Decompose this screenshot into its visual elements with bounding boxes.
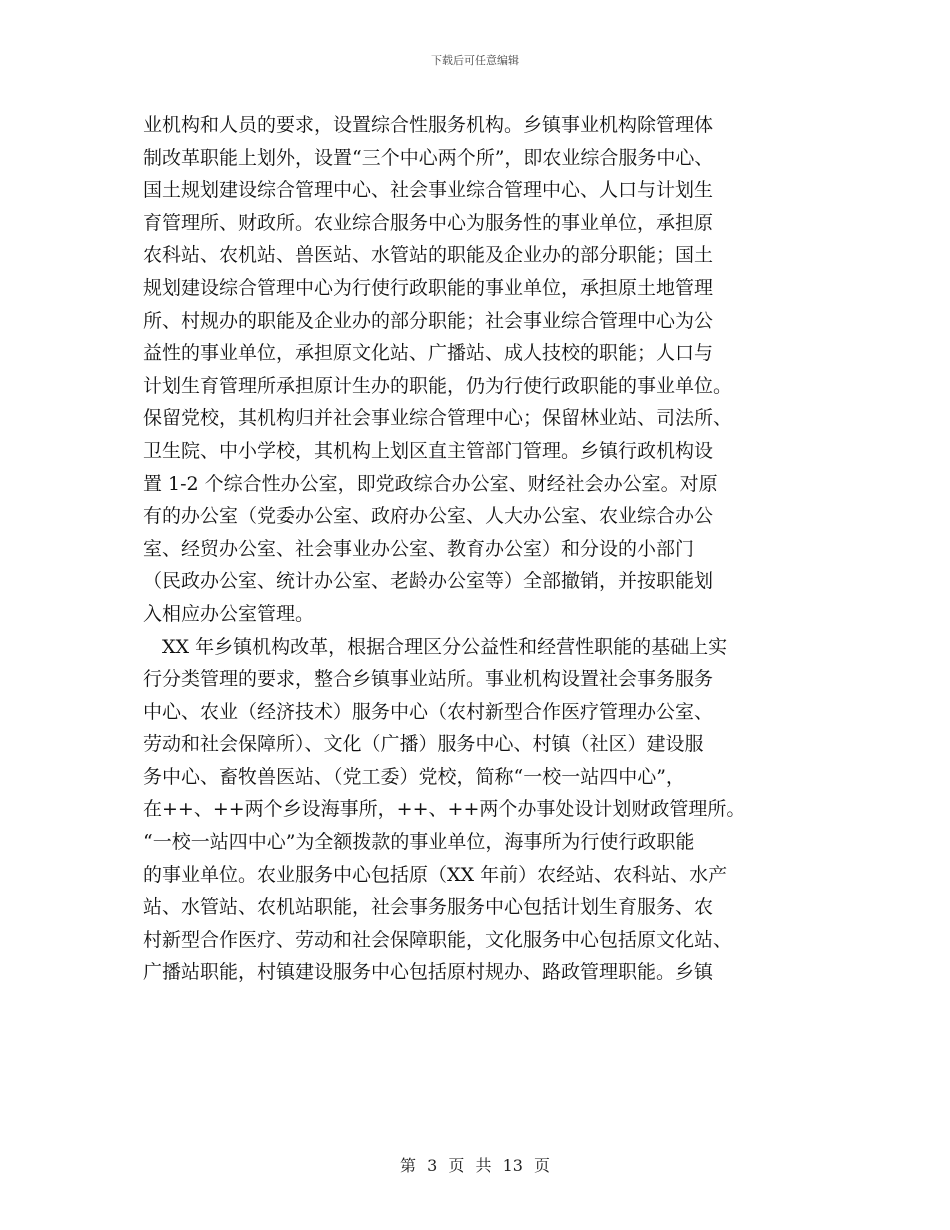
text-line: “一校一站四中心”为全额拨款的事业单位，海事所为行使行政职能 — [143, 831, 695, 854]
text-line: 置 1-2 个综合性办公室，即党政综合办公室、财经社会办公室。对原 — [143, 472, 718, 495]
text-line: 广播站职能，村镇建设服务中心包括原村规办、路政管理职能。乡镇 — [143, 961, 714, 984]
page-middle-2: 共 — [475, 1156, 492, 1175]
text-line: 的事业单位。农业服务中心包括原（XX 年前）农经站、农科站、水产 — [143, 863, 728, 886]
text-line: XX 年乡镇机构改革，根据合理区分公益性和经营性职能的基础上实 — [143, 635, 728, 658]
page-current: 3 — [427, 1156, 438, 1175]
text-line: 有的办公室（党委办公室、政府办公室、人大办公室、农业综合办公 — [143, 505, 714, 528]
text-line: 所、村规办的职能及企业办的部分职能；社会事业综合管理中心为公 — [143, 309, 714, 332]
text-line: 国土规划建设综合管理中心、社会事业综合管理中心、人口与计划生 — [143, 179, 714, 202]
paragraph-1 — [143, 109, 823, 631]
text-line: 制改革职能上划外，设置“三个中心两个所”，即农业综合服务中心、 — [143, 146, 714, 169]
text-line: 务中心、畜牧兽医站、（党工委）党校，简称“一校一站四中心”， — [143, 765, 685, 788]
text-line: 卫生院、中小学校，其机构上划区直主管部门管理。乡镇行政机构设 — [143, 439, 714, 462]
text-line: 农科站、农机站、兽医站、水管站的职能及企业办的部分职能；国土 — [143, 244, 714, 267]
text-line: （民政办公室、统计办公室、老龄办公室等）全部撤销，并按职能划 — [143, 570, 714, 593]
page-header: 下载后可任意编辑 — [431, 54, 519, 67]
text-line: 规划建设综合管理中心为行使行政职能的事业单位，承担原土地管理 — [143, 276, 714, 299]
text-line: 育管理所、财政所。农业综合服务中心为服务性的事业单位，承担原 — [143, 211, 714, 234]
text-line: 行分类管理的要求，整合乡镇事业站所。事业机构设置社会事务服务 — [143, 668, 714, 691]
page-prefix: 第 — [399, 1156, 416, 1175]
text-line: 业机构和人员的要求，设置综合性服务机构。乡镇事业机构除管理体 — [143, 114, 714, 136]
page-total: 13 — [502, 1156, 523, 1175]
text-line: 保留党校，其机构归并社会事业综合管理中心；保留林业站、司法所、 — [143, 407, 733, 430]
text-line: 站、水管站、农机站职能，社会事务服务中心包括计划生育服务、农 — [143, 896, 714, 919]
text-line: 室、经贸办公室、社会事业办公室、教育办公室）和分设的小部门 — [143, 537, 695, 560]
document-body — [143, 109, 823, 989]
page-middle-1: 页 — [448, 1156, 465, 1175]
page-footer — [0, 1153, 950, 1176]
page-suffix: 页 — [534, 1156, 551, 1175]
text-line: 入相应办公室管理。 — [143, 602, 315, 625]
text-line: 计划生育管理所承担原计生办的职能，仍为行使行政职能的事业单位。 — [143, 374, 733, 397]
paragraph-2 — [143, 631, 823, 990]
text-line: 益性的事业单位，承担原文化站、广播站、成人技校的职能；人口与 — [143, 342, 714, 365]
text-line: 劳动和社会保障所）、文化（广播）服务中心、村镇（社区）建设服 — [143, 733, 704, 756]
text-line: 村新型合作医疗、劳动和社会保障职能，文化服务中心包括原文化站、 — [143, 928, 733, 951]
text-line: 在++、++两个乡设海事所，++、++两个办事处设计划财政管理所。 — [143, 798, 746, 821]
text-line: 中心、农业（经济技术）服务中心（农村新型合作医疗管理办公室、 — [143, 700, 714, 723]
